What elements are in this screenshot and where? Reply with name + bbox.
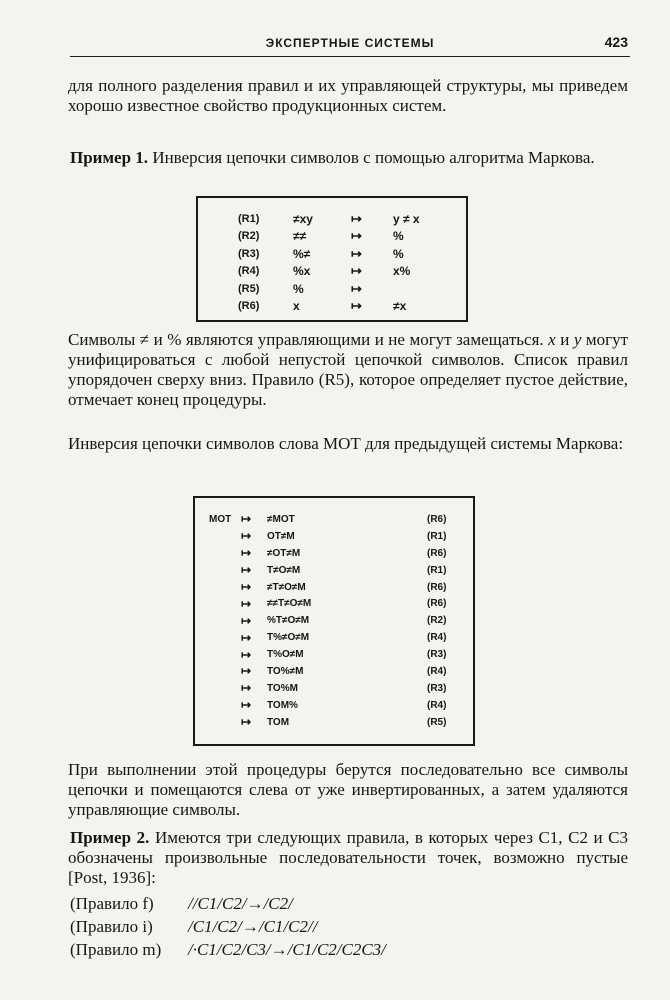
trace-arrow: ↦ bbox=[241, 681, 252, 696]
trace-rule: (R3) bbox=[427, 682, 447, 694]
trace-string: ≠T≠O≠M bbox=[267, 581, 306, 593]
rule-id: (R6) bbox=[238, 300, 260, 313]
post-rule-expr: /C1/C2/→/C1/C2// bbox=[188, 917, 318, 936]
post-rule-label: (Правило m) bbox=[70, 940, 162, 959]
rule-lhs: ≠xy bbox=[293, 211, 313, 226]
post-rule-label: (Правило f) bbox=[70, 894, 154, 913]
example-2-heading bbox=[68, 828, 628, 888]
post-rule bbox=[70, 915, 630, 938]
inversion-trace-box bbox=[193, 496, 475, 746]
trace-rule: (R4) bbox=[427, 699, 447, 711]
trace-rule: (R1) bbox=[427, 564, 447, 576]
trace-start bbox=[209, 612, 241, 629]
trace-start bbox=[209, 545, 241, 562]
paragraph-intro: для полного разделения правил и их управляющей структуры, мы приведем хорошо известное свойство продукционных систем. bbox=[68, 76, 628, 115]
trace-string: TO%M bbox=[267, 682, 298, 694]
trace-string: T≠O≠M bbox=[267, 564, 301, 576]
trace-arrow: ↦ bbox=[241, 512, 252, 527]
trace-rule: (R2) bbox=[427, 615, 447, 627]
conj-and: и bbox=[560, 330, 570, 349]
trace-row bbox=[209, 595, 446, 612]
trace-string: OT≠M bbox=[267, 530, 295, 542]
trace-rule: (R6) bbox=[427, 513, 447, 525]
markov-rule-row bbox=[238, 228, 420, 246]
trace-string: ≠OT≠M bbox=[267, 547, 301, 559]
rule-id: (R5) bbox=[238, 282, 260, 295]
example-1-heading bbox=[68, 148, 628, 168]
running-header bbox=[70, 34, 630, 57]
example-2-label: Пример 2. bbox=[70, 828, 150, 847]
example-2-text: Имеются три следующих правила, в которых через C1, C2 и C3 обозначены произвольные последовательности точек, возможно пустые [Post, 1936]: bbox=[68, 828, 629, 887]
trace-string: ≠MOT bbox=[267, 513, 295, 525]
trace-rule: (R6) bbox=[427, 581, 447, 593]
trace-row bbox=[209, 629, 446, 646]
post-rule-expr: //C1/C2/→/C2/ bbox=[188, 894, 293, 913]
rule-rhs bbox=[393, 280, 420, 298]
rule-rhs: y ≠ x bbox=[393, 211, 420, 226]
trace-row bbox=[209, 545, 446, 562]
post-rule bbox=[70, 892, 630, 915]
page-number: 423 bbox=[604, 34, 628, 50]
rule-lhs: %≠ bbox=[293, 246, 311, 261]
var-x: x bbox=[548, 330, 556, 349]
trace-arrow: ↦ bbox=[241, 647, 252, 662]
trace-row bbox=[209, 680, 446, 697]
unification-text: могут унифицироваться с любой непустой цепочкой символов. Список правил упорядочен сверху вниз. Правило (R5), которое определяет пустое действие, отмечает конец процедуры. bbox=[68, 330, 629, 409]
trace-string: TO%≠M bbox=[267, 665, 304, 677]
rule-arrow: ↦ bbox=[351, 263, 362, 279]
trace-start bbox=[209, 697, 241, 714]
trace-rule: (R1) bbox=[427, 530, 447, 542]
trace-start bbox=[209, 579, 241, 596]
trace-rule: (R6) bbox=[427, 598, 447, 610]
trace-arrow: ↦ bbox=[241, 613, 252, 628]
control-symbols-text: Символы ≠ и % являются управляющими и не могут замещаться. bbox=[68, 330, 544, 349]
rule-lhs: x bbox=[293, 299, 300, 314]
trace-arrow: ↦ bbox=[241, 563, 252, 578]
example-1-text: Инверсия цепочки символов с помощью алгоритма Маркова. bbox=[152, 148, 595, 167]
trace-row bbox=[209, 511, 446, 528]
trace-arrow: ↦ bbox=[241, 664, 252, 679]
markov-rule-row bbox=[238, 280, 420, 298]
trace-rule: (R4) bbox=[427, 665, 447, 677]
trace-arrow: ↦ bbox=[241, 580, 252, 594]
trace-start bbox=[209, 714, 241, 731]
post-rule bbox=[70, 938, 630, 961]
rule-lhs: %x bbox=[293, 264, 311, 279]
trace-row bbox=[209, 579, 446, 596]
trace-row bbox=[209, 697, 446, 714]
trace-start bbox=[209, 562, 241, 579]
running-title: ЭКСПЕРТНЫЕ СИСТЕМЫ bbox=[265, 36, 435, 50]
trace-row bbox=[209, 528, 446, 545]
rule-arrow: ↦ bbox=[351, 298, 362, 314]
markov-rules-table bbox=[238, 210, 420, 315]
rule-lhs: % bbox=[293, 281, 304, 296]
trace-string: TOM% bbox=[267, 699, 298, 711]
trace-start bbox=[209, 680, 241, 697]
trace-start bbox=[209, 595, 241, 612]
rule-rhs: x% bbox=[393, 264, 411, 279]
paragraph-inversion-intro: Инверсия цепочки символов слова МОТ для предыдущей системы Маркова: bbox=[68, 434, 624, 453]
markov-rules-box bbox=[196, 196, 468, 322]
trace-start bbox=[209, 528, 241, 545]
markov-rule-row bbox=[238, 245, 420, 263]
trace-row bbox=[209, 562, 446, 579]
trace-row bbox=[209, 612, 446, 629]
trace-string: T%O≠M bbox=[267, 649, 304, 661]
trace-arrow: ↦ bbox=[241, 529, 252, 544]
trace-start bbox=[209, 663, 241, 680]
inversion-trace-table bbox=[209, 511, 446, 731]
trace-start bbox=[209, 629, 241, 646]
trace-arrow: ↦ bbox=[241, 630, 252, 645]
trace-start bbox=[209, 646, 241, 663]
post-rules-list bbox=[70, 892, 630, 961]
rule-rhs: % bbox=[393, 246, 404, 261]
rule-arrow: ↦ bbox=[351, 245, 362, 261]
rule-rhs: ≠x bbox=[393, 299, 407, 314]
trace-rule: (R6) bbox=[427, 547, 447, 559]
rule-arrow: ↦ bbox=[351, 228, 362, 244]
trace-string: %T≠O≠M bbox=[267, 615, 310, 627]
markov-rule-row bbox=[238, 263, 420, 281]
rule-id: (R1) bbox=[238, 212, 260, 225]
rule-id: (R3) bbox=[238, 247, 260, 260]
var-y: y bbox=[573, 330, 582, 349]
markov-rule-row bbox=[238, 210, 420, 228]
markov-rule-row bbox=[238, 298, 420, 316]
trace-row bbox=[209, 714, 446, 731]
trace-string: T%≠O≠M bbox=[267, 632, 310, 644]
example-1-label: Пример 1. bbox=[70, 148, 149, 167]
trace-rule: (R4) bbox=[427, 632, 447, 644]
post-rule-label: (Правило i) bbox=[70, 917, 153, 936]
trace-string: ≠≠T≠O≠M bbox=[267, 598, 312, 610]
rule-arrow: ↦ bbox=[351, 210, 362, 226]
trace-arrow: ↦ bbox=[241, 698, 252, 713]
paragraph-procedure: При выполнении этой процедуры берутся последовательно все символы цепочки и помещаются слева от уже инвертированных, а затем удаляются управляющие символы. bbox=[68, 760, 628, 819]
trace-string: TOM bbox=[267, 716, 290, 728]
trace-rule: (R3) bbox=[427, 649, 447, 661]
post-rule-expr: /·C1/C2/C3/→/C1/C2/C2C3/ bbox=[188, 940, 386, 959]
paragraph-control-symbols bbox=[68, 330, 628, 410]
trace-rule: (R5) bbox=[427, 716, 447, 728]
rule-lhs: ≠≠ bbox=[293, 229, 307, 244]
trace-row bbox=[209, 663, 446, 680]
trace-start: MOT bbox=[209, 513, 232, 525]
trace-arrow: ↦ bbox=[241, 596, 252, 611]
rule-rhs: % bbox=[393, 229, 404, 244]
trace-arrow: ↦ bbox=[241, 546, 252, 561]
rule-id: (R4) bbox=[238, 265, 260, 278]
trace-row bbox=[209, 646, 446, 663]
rule-arrow: ↦ bbox=[351, 280, 362, 296]
rule-id: (R2) bbox=[238, 230, 260, 243]
trace-arrow: ↦ bbox=[241, 715, 252, 730]
